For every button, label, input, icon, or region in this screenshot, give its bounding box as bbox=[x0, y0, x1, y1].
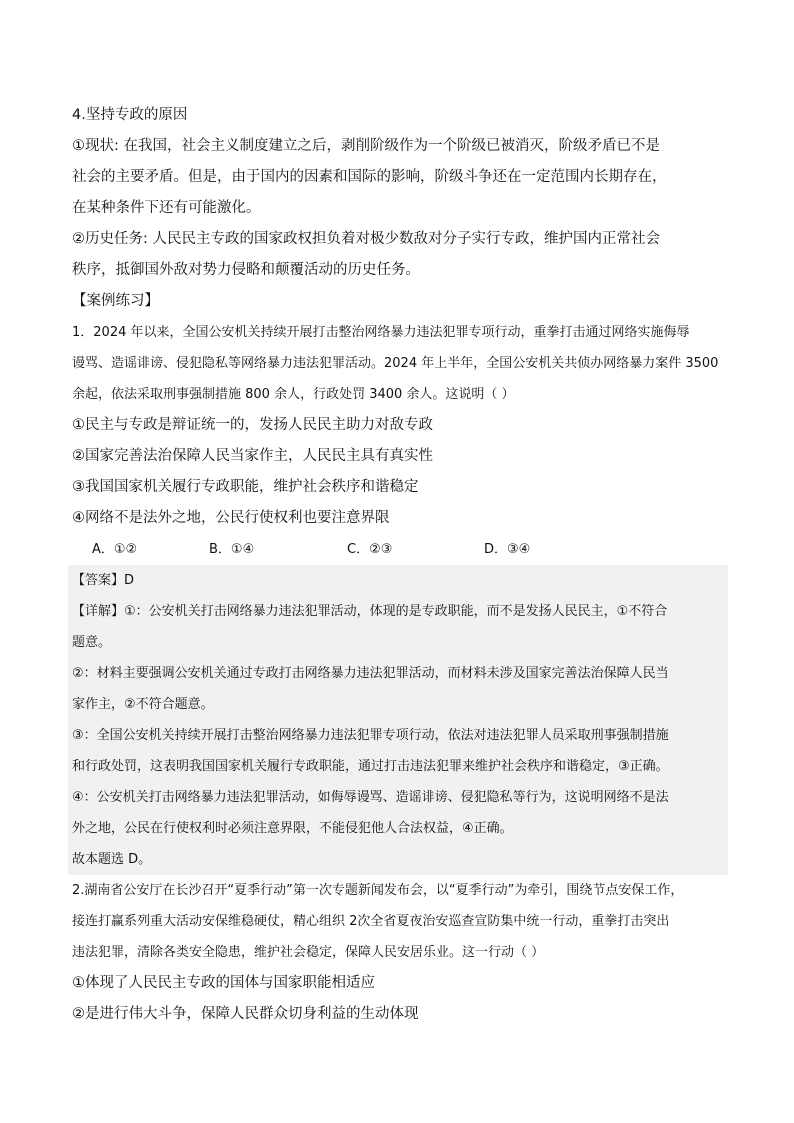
answer-box bbox=[68, 565, 728, 875]
q2-stem-line: 2.湖南省公安厅在长沙召开“夏季行动”第一次专题新闻发布会，以“夏季行动”为牵引，围绕节点安保工作， bbox=[72, 883, 684, 898]
q1-statement: ①民主与专政是辩证统一的，发扬人民民主助力对敌专政 bbox=[72, 417, 433, 433]
detail-line: ②：材料主要强调公安机关通过专政打击网络暴力违法犯罪活动，而材料未涉及国家完善法治保障人民当 bbox=[72, 666, 669, 681]
detail-line: 【详解】①：公安机关打击网络暴力违法犯罪活动，体现的是专政职能，而不是发扬人民民主，①不符合 bbox=[72, 604, 668, 619]
task-line: 秩序，抵御国外敌对势力侵略和颠覆活动的历史任务。 bbox=[72, 262, 420, 278]
q1-statement: ②国家完善法治保障人民当家作主，人民民主具有真实性 bbox=[72, 448, 433, 464]
task-line: ②历史任务: 人民民主专政的国家政权担负着对极少数敌对分子实行专政，维护国内正常社会 bbox=[72, 231, 660, 247]
q1-stem-line: 谩骂、造谣诽谤、侵犯隐私等网络暴力违法犯罪活动。2024 年上半年，全国公安机关共侦办网络暴力案件 3500 bbox=[72, 356, 719, 371]
option-b: B．①④ bbox=[209, 542, 255, 557]
q1-options bbox=[72, 534, 732, 565]
detail-line: 和行政处罚，这表明我国国家机关履行专政职能，通过打击违法犯罪来维护社会秩序和谐稳定，③正确。 bbox=[72, 759, 669, 774]
q2-statement: ②是进行伟大斗争，保障人民群众切身利益的生动体现 bbox=[72, 1006, 419, 1022]
q1-statement: ④网络不是法外之地，公民行使权利也要注意界限 bbox=[72, 510, 390, 526]
document-page bbox=[72, 100, 732, 1030]
q1-stem-line: 1．2024 年以来，全国公安机关持续开展打击整治网络暴力违法犯罪专项行动，重拳打击通过网络实施侮辱 bbox=[72, 325, 690, 340]
detail-line: 题意。 bbox=[72, 635, 112, 650]
status-line: 在某种条件下还有可能激化。 bbox=[72, 200, 261, 216]
answer-line: 【答案】D bbox=[72, 573, 135, 588]
detail-line: 家作主，②不符合题意。 bbox=[72, 697, 214, 712]
q2-stem-line: 违法犯罪，清除各类安全隐患，维护社会稳定，保障人民安居乐业。这一行动（ ） bbox=[72, 945, 545, 960]
detail-line: ④：公安机关打击网络暴力违法犯罪活动，如侮辱谩骂、造谣诽谤、侵犯隐私等行为，这说明网络不是法 bbox=[72, 790, 669, 805]
q2-statement: ①体现了人民民主专政的国体与国家职能相适应 bbox=[72, 975, 375, 991]
detail-line: ③：全国公安机关持续开展打击整治网络暴力违法犯罪专项行动，依法对违法犯罪人员采取刑事强制措施 bbox=[72, 728, 669, 743]
section-title: 4.坚持专政的原因 bbox=[72, 107, 188, 123]
option-d: D．③④ bbox=[484, 542, 531, 557]
q2-stem-line: 接连打赢系列重大活动安保维稳硬仗，精心组织 2次全省夏夜治安巡查宣防集中统一行动，重拳打击突出 bbox=[72, 914, 670, 929]
option-a: A．①② bbox=[92, 542, 138, 557]
q1-stem-line: 余起，依法采取刑事强制措施 800 余人，行政处罚 3400 余人。这说明（ ） bbox=[72, 387, 515, 402]
option-c: C．②③ bbox=[347, 542, 393, 557]
status-line: ①现状: 在我国，社会主义制度建立之后，剥削阶级作为一个阶级已被消灭，阶级矛盾已不是 bbox=[72, 138, 660, 154]
q1-statement: ③我国国家机关履行专政职能，维护社会秩序和谐稳定 bbox=[72, 479, 419, 495]
practice-heading: 【案例练习】 bbox=[72, 293, 159, 309]
detail-line: 外之地，公民在行使权利时必须注意界限，不能侵犯他人合法权益，④正确。 bbox=[72, 821, 513, 836]
status-line: 社会的主要矛盾。但是，由于国内的因素和国际的影响，阶级斗争还在一定范围内长期存在， bbox=[72, 169, 667, 185]
detail-line: 故本题选 D。 bbox=[72, 852, 152, 867]
